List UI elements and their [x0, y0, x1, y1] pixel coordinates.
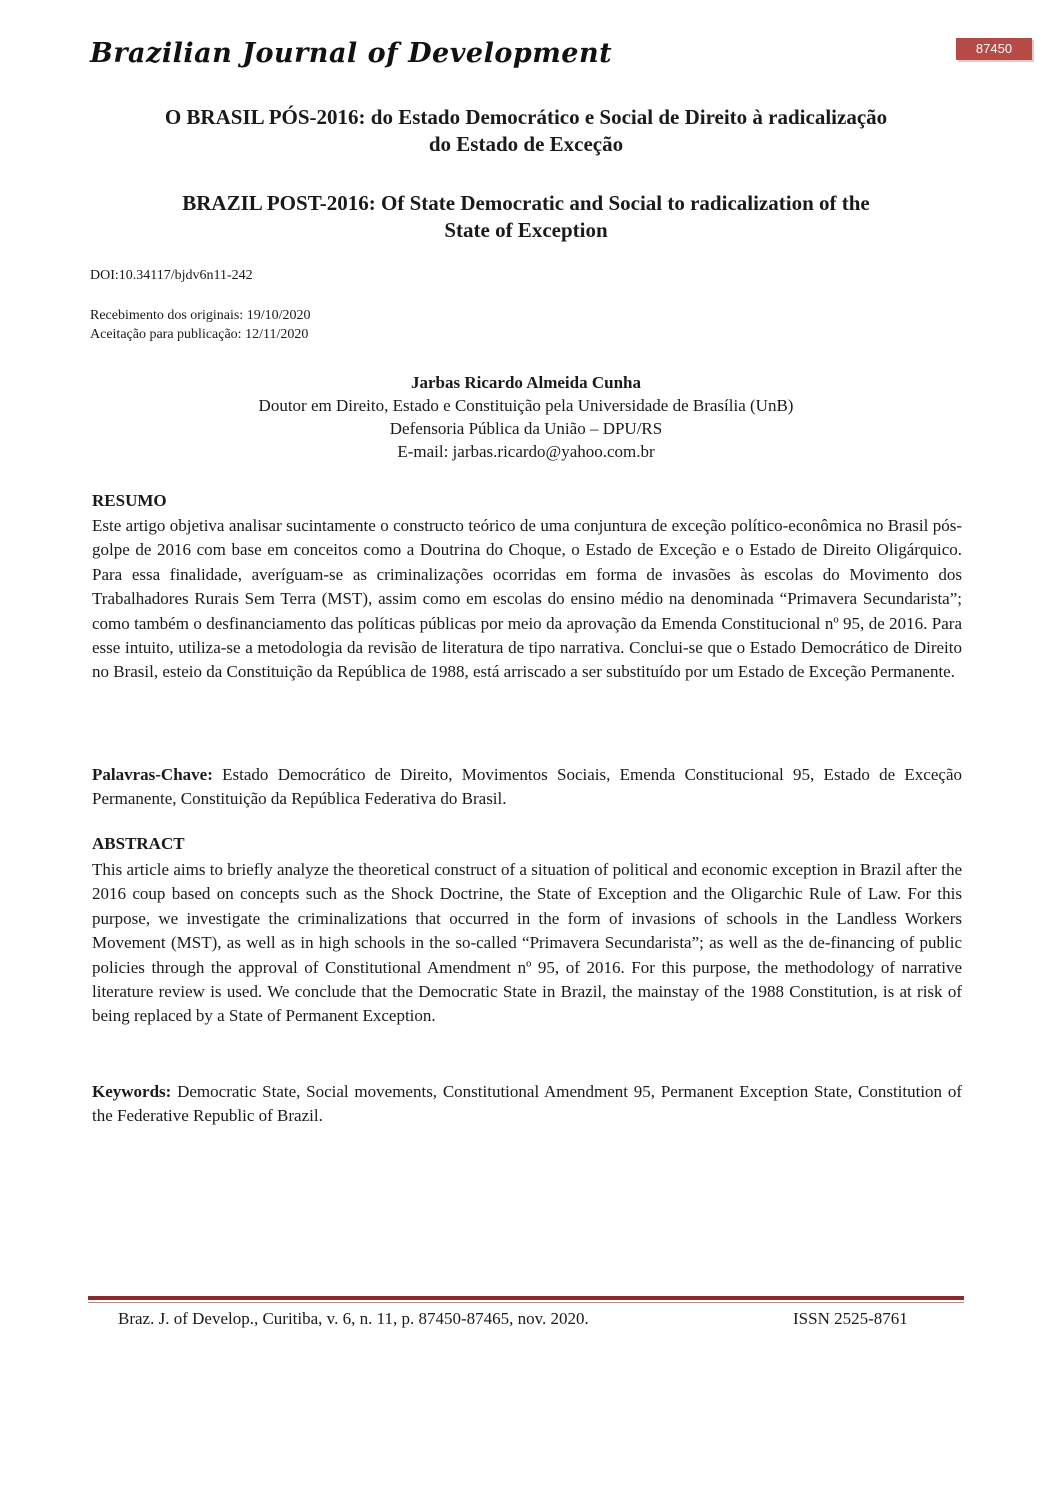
doi: DOI:10.34117/bjdv6n11-242: [90, 268, 253, 283]
title-en-line-1: BRAZIL POST-2016: Of State Democratic and Social to radicalization of the: [182, 191, 870, 215]
author-email: E-mail: jarbas.ricardo@yahoo.com.br: [397, 442, 655, 461]
abstract-heading: ABSTRACT: [92, 834, 185, 853]
journal-title: Brazilian Journal of Development: [90, 38, 613, 69]
footer-issn: ISSN 2525-8761: [793, 1309, 908, 1328]
palavras-chave-text: Estado Democrático de Direito, Movimentos Sociais, Emenda Constitucional 95, Estado de Exceção Permanente, Constituição da República Federativa do Brasil.: [92, 765, 962, 809]
keywords: [92, 1080, 962, 1129]
keywords-label: Keywords:: [92, 1082, 172, 1101]
title-en-line-2: State of Exception: [444, 218, 608, 242]
author-affiliation: Defensoria Pública da União – DPU/RS: [389, 419, 663, 438]
keywords-text: Democratic State, Social movements, Constitutional Amendment 95, Permanent Exception State, Constitution of the Federative Republic of Brazil.: [92, 1082, 962, 1126]
palavras-chave-label: Palavras-Chave:: [92, 765, 213, 784]
resumo-body: Este artigo objetiva analisar sucintamente o constructo teórico de uma conjuntura de exceção político-econômica no Brasil pós-golpe de 2016 com base em conceitos como a Doutrina do Choque, o Estado de Exceção e o Estado de Direito Oligárquico. Para essa finalidade, averíguam-se as criminalizações ocorridas em forma de invasões às escolas do Movimento dos Trabalhadores Rurais Sem Terra (MST), assim como em escolas do ensino médio na denominada “Primavera Secundarista”; como também o desfinanciamento das políticas públicas por meio da aprovação da Emenda Constitucional nº 95, de 2016. Para esse intuito, utiliza-se a metodologia da revisão de literatura de tipo narrativa. Conclui-se que o Estado Democrático de Direito no Brasil, esteio da Constituição da República de 1988, está arriscado a ser substituído por um Estado de Exceção Permanente.: [92, 516, 962, 682]
footer-citation: Braz. J. of Develop., Curitiba, v. 6, n. 11, p. 87450-87465, nov. 2020.: [118, 1309, 589, 1328]
author-name: Jarbas Ricardo Almeida Cunha: [411, 373, 641, 392]
accepted-date: Aceitação para publicação: 12/11/2020: [90, 327, 309, 342]
article-title-english: [90, 190, 962, 244]
footer-rule: [88, 1296, 964, 1300]
article-title-portuguese: [90, 104, 962, 158]
received-date: Recebimento dos originais: 19/10/2020: [90, 308, 311, 323]
resumo-heading: RESUMO: [92, 491, 167, 510]
palavras-chave: [92, 763, 962, 812]
author-block: [90, 371, 962, 463]
footer-rule-thin: [88, 1302, 964, 1303]
author-degree: Doutor em Direito, Estado e Constituição pela Universidade de Brasília (UnB): [258, 396, 794, 415]
title-pt-line-2: do Estado de Exceção: [428, 132, 624, 156]
title-pt-line-1: O BRASIL PÓS-2016: do Estado Democrático e Social de Direito à radicalização: [164, 105, 888, 129]
page-number-badge: 87450: [956, 38, 1032, 60]
abstract-body: This article aims to briefly analyze the theoretical construct of a situation of political and economic exception in Brazil after the 2016 coup based on concepts such as the Shock Doctrine, the State of Exception and the Oligarchic Rule of Law. For this purpose, we investigate the criminalizations that occurred in the form of invasions of schools in the Landless Workers Movement (MST), as well as in high schools in the so-called “Primavera Secundarista”; as well as the de-financing of public policies through the approval of Constitutional Amendment nº 95, of 2016. For this purpose, the methodology of narrative literature review is used. We conclude that the Democratic State in Brazil, the mainstay of the 1988 Constitution, is at risk of being replaced by a State of Permanent Exception.: [92, 860, 962, 1026]
